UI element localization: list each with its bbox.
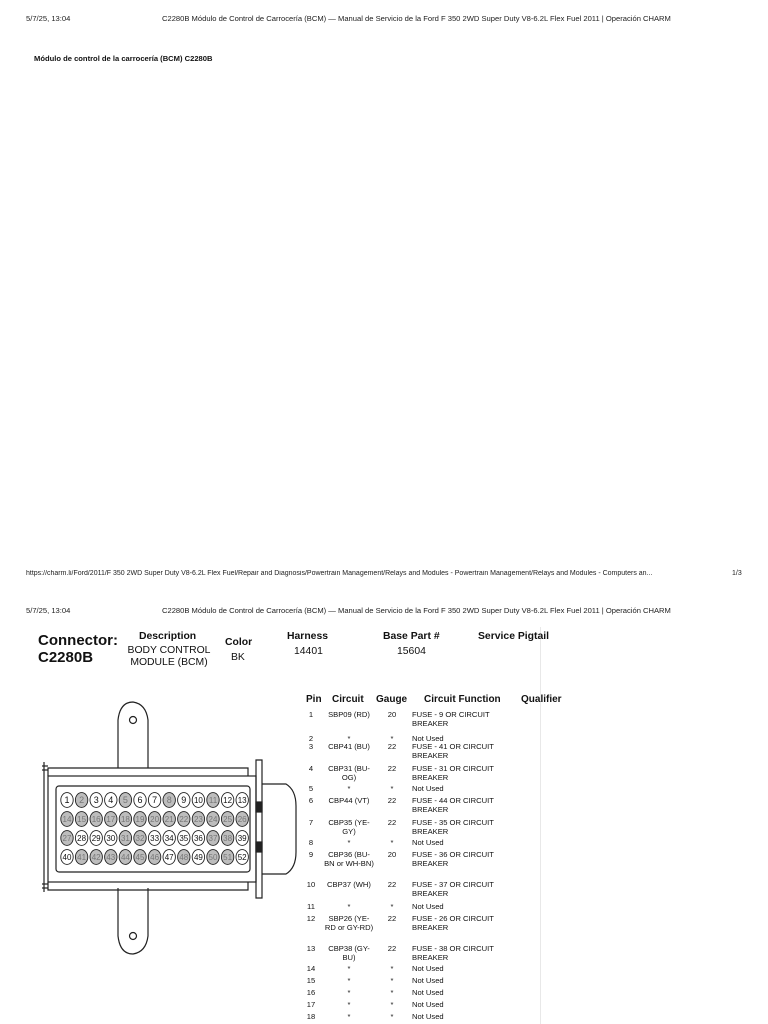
connector-label-line1: Connector: [38, 632, 118, 649]
connector-pin-number: 12 [223, 796, 233, 806]
page1-header [0, 14, 768, 28]
gauge-cell: 22 [387, 944, 397, 953]
function-cell: Not Used [412, 838, 444, 847]
connector-pin-number: 26 [237, 815, 247, 825]
circuit-cell: CBP38 (GY-BU) [328, 944, 370, 962]
connector-pin-number: 29 [91, 834, 101, 844]
circuit-cell: CBP44 (VT) [328, 796, 370, 805]
page-divider-line [540, 627, 541, 1024]
pin-cell: 17 [306, 1000, 316, 1009]
function-cell: Not Used [412, 964, 444, 973]
connector-label-line2: C2280B [38, 649, 94, 666]
pin-cell: 6 [308, 796, 314, 805]
pin-cell: 11 [307, 902, 315, 911]
connector-pin-number: 41 [77, 853, 87, 863]
connector-pin-number: 22 [179, 815, 189, 825]
circuit-cell: * [347, 902, 351, 911]
function-cell: Not Used [412, 902, 444, 911]
description-line2: MODULE (BCM) [130, 657, 208, 668]
circuit-cell: * [347, 1000, 351, 1009]
connector-pin-number: 15 [77, 815, 87, 825]
connector-pin-number: 27 [62, 834, 72, 844]
connector-pin-number: 32 [135, 834, 145, 844]
harness-header: Harness [287, 631, 329, 642]
breadcrumb [34, 31, 534, 43]
connector-pin-number: 3 [93, 795, 99, 806]
connector-pin-number: 28 [77, 834, 87, 844]
pin-cell: 2 [308, 734, 314, 743]
pin-cell: 1 [308, 710, 314, 719]
description-header: Description [139, 631, 197, 642]
gauge-cell: * [390, 964, 394, 973]
circuit-cell: * [347, 1012, 351, 1021]
pin-cell: 5 [308, 784, 314, 793]
circuit-cell: SBP26 (YE-RD or GY-RD) [324, 914, 374, 932]
gauge-column-header: Gauge [376, 694, 408, 705]
pin-cell: 7 [308, 818, 314, 827]
connector-pin-number: 30 [106, 834, 116, 844]
function-cell: Not Used [412, 976, 444, 985]
function-cell: Not Used [412, 1012, 444, 1021]
function-cell: FUSE - 9 OR CIRCUIT BREAKER [412, 710, 490, 728]
connector-pin-number: 44 [120, 853, 130, 863]
connector-pin-number: 2 [79, 795, 85, 806]
gauge-cell: * [390, 838, 394, 847]
connector-pin-number: 5 [122, 795, 128, 806]
connector-pin-number: 19 [135, 815, 145, 825]
connector-pin-number: 51 [223, 853, 233, 863]
page2-header-datetime: 5/7/25, 13:04 [26, 606, 71, 615]
footer-page-number: 1/3 [732, 570, 742, 577]
gauge-cell: 20 [387, 850, 397, 859]
gauge-cell: 22 [387, 796, 397, 805]
connector-housing [42, 702, 296, 954]
connector-pin-number: 48 [179, 853, 189, 863]
gauge-cell: * [390, 784, 394, 793]
page2-header-title: C2280B Módulo de Control de Carrocería (BCM) — Manual de Servicio de la Ford F 350 2WD Super Duty V8-6.2L Flex Fuel 2011 | Operación CHARM [162, 606, 671, 615]
pin-cell: 13 [306, 944, 316, 953]
connector-pin-number: 21 [164, 815, 174, 825]
connector-pin-number: 34 [164, 834, 174, 844]
gauge-cell: 22 [387, 880, 397, 889]
gauge-cell: 22 [387, 914, 397, 923]
circuit-cell: * [347, 976, 351, 985]
function-cell: FUSE - 36 OR CIRCUIT BREAKER [412, 850, 494, 868]
connector-pin-number: 6 [137, 795, 143, 806]
gauge-cell: * [390, 1012, 394, 1021]
connector-pin-number: 31 [120, 834, 130, 844]
connector-pin-number: 20 [150, 815, 160, 825]
pin-cell: 18 [306, 1012, 316, 1021]
connector-pin-number: 18 [120, 815, 130, 825]
base-part-header: Base Part # [383, 631, 440, 642]
circuit-cell: CBP37 (WH) [327, 880, 371, 889]
connector-pin-number: 24 [208, 815, 218, 825]
pin-cell: 14 [306, 964, 316, 973]
function-cell: Not Used [412, 1000, 444, 1009]
function-cell: Not Used [412, 784, 444, 793]
pin-column-header: Pin [306, 694, 322, 705]
circuit-cell: * [347, 734, 351, 743]
harness-value: 14401 [294, 646, 323, 657]
gauge-cell: 22 [387, 764, 397, 773]
function-cell: Not Used [412, 734, 444, 743]
circuit-function-column-header: Circuit Function [424, 694, 501, 705]
section-title: Módulo de control de la carrocería (BCM) C2280B [34, 54, 213, 63]
connector-pin-number: 38 [223, 834, 233, 844]
circuit-cell: CBP36 (BU-BN or WH-BN) [324, 850, 374, 868]
color-header: Color [225, 637, 253, 648]
connector-diagram [30, 690, 300, 980]
function-cell: Not Used [412, 988, 444, 997]
page1-header-datetime: 5/7/25, 13:04 [26, 14, 71, 23]
connector-pin-number: 37 [208, 834, 218, 844]
connector-pin-number: 10 [193, 796, 203, 806]
pin-cell: 4 [308, 764, 314, 773]
gauge-cell: 20 [387, 710, 397, 719]
function-cell: FUSE - 41 OR CIRCUIT BREAKER [412, 742, 494, 760]
pin-grid [61, 793, 249, 865]
function-cell: FUSE - 44 OR CIRCUIT BREAKER [412, 796, 494, 814]
gauge-cell: * [390, 902, 394, 911]
pin-cell: 3 [308, 742, 314, 751]
pin-cell: 15 [306, 976, 316, 985]
function-cell: FUSE - 35 OR CIRCUIT BREAKER [412, 818, 494, 836]
connector-pin-number: 8 [166, 795, 172, 806]
connector-pin-number: 40 [62, 853, 72, 863]
base-part-value: 15604 [397, 646, 426, 657]
connector-pin-number: 23 [193, 815, 203, 825]
description-value [126, 645, 212, 669]
qualifier-column-header: Qualifier [521, 694, 562, 705]
connector-pin-number: 43 [106, 853, 116, 863]
pin-cell: 10 [306, 880, 316, 889]
connector-pin-number: 11 [208, 796, 218, 806]
connector-pin-number: 39 [237, 834, 247, 844]
connector-pin-number: 47 [164, 853, 174, 863]
page2-header [0, 606, 768, 620]
pin-cell: 12 [306, 914, 316, 923]
pin-cell: 9 [308, 850, 314, 859]
pin-cell: 16 [306, 988, 316, 997]
connector-pin-number: 17 [106, 815, 116, 825]
gauge-cell: 22 [387, 818, 397, 827]
connector-pin-number: 16 [91, 815, 101, 825]
circuit-cell: * [347, 988, 351, 997]
circuit-cell: * [347, 964, 351, 973]
circuit-cell: CBP31 (BU-OG) [328, 764, 370, 782]
connector-label [38, 632, 118, 666]
connector-pin-number: 1 [64, 795, 70, 806]
function-cell: FUSE - 37 OR CIRCUIT BREAKER [412, 880, 494, 898]
connector-pin-number: 42 [91, 853, 101, 863]
circuit-cell: * [347, 784, 351, 793]
description-line1: BODY CONTROL [127, 645, 211, 656]
connector-pin-number: 52 [237, 853, 247, 863]
circuit-column-header: Circuit [332, 694, 364, 705]
connector-pin-number: 9 [181, 795, 187, 806]
gauge-cell: 22 [387, 742, 397, 751]
page1-header-title: C2280B Módulo de Control de Carrocería (BCM) — Manual de Servicio de la Ford F 350 2WD Super Duty V8-6.2L Flex Fuel 2011 | Operación CHARM [162, 14, 671, 23]
connector-pin-number: 49 [193, 853, 203, 863]
connector-pin-number: 13 [237, 796, 247, 806]
connector-pin-number: 50 [208, 853, 218, 863]
circuit-cell: * [347, 838, 351, 847]
connector-pin-number: 4 [108, 795, 114, 806]
gauge-cell: * [390, 988, 394, 997]
connector-pin-number: 33 [150, 834, 160, 844]
connector-pin-number: 35 [179, 834, 189, 844]
function-cell: FUSE - 38 OR CIRCUIT BREAKER [412, 944, 494, 962]
gauge-cell: * [390, 1000, 394, 1009]
connector-pin-number: 14 [62, 815, 72, 825]
footer-url: https://charm.li/Ford/2011/F 350 2WD Super Duty V8-6.2L Flex Fuel/Repair and Diagnosis/Powertrain Management/Relays and Modules - Powertrain Management/Relays and Modules - Computers an... [26, 570, 653, 577]
connector-pin-number: 45 [135, 853, 145, 863]
circuit-cell: SBP09 (RD) [328, 710, 370, 719]
connector-pin-number: 36 [193, 834, 203, 844]
circuit-cell: CBP35 (YE-GY) [328, 818, 370, 836]
connector-pin-number: 25 [223, 815, 233, 825]
gauge-cell: * [390, 734, 394, 743]
color-value: BK [231, 652, 245, 663]
function-cell: FUSE - 31 OR CIRCUIT BREAKER [412, 764, 494, 782]
connector-pin-number: 7 [152, 795, 158, 806]
circuit-cell: CBP41 (BU) [328, 742, 370, 751]
gauge-cell: * [390, 976, 394, 985]
connector-pin-number: 46 [150, 853, 160, 863]
service-pigtail-header: Service Pigtail [478, 631, 550, 642]
pin-cell: 8 [308, 838, 314, 847]
function-cell: FUSE - 26 OR CIRCUIT BREAKER [412, 914, 494, 932]
